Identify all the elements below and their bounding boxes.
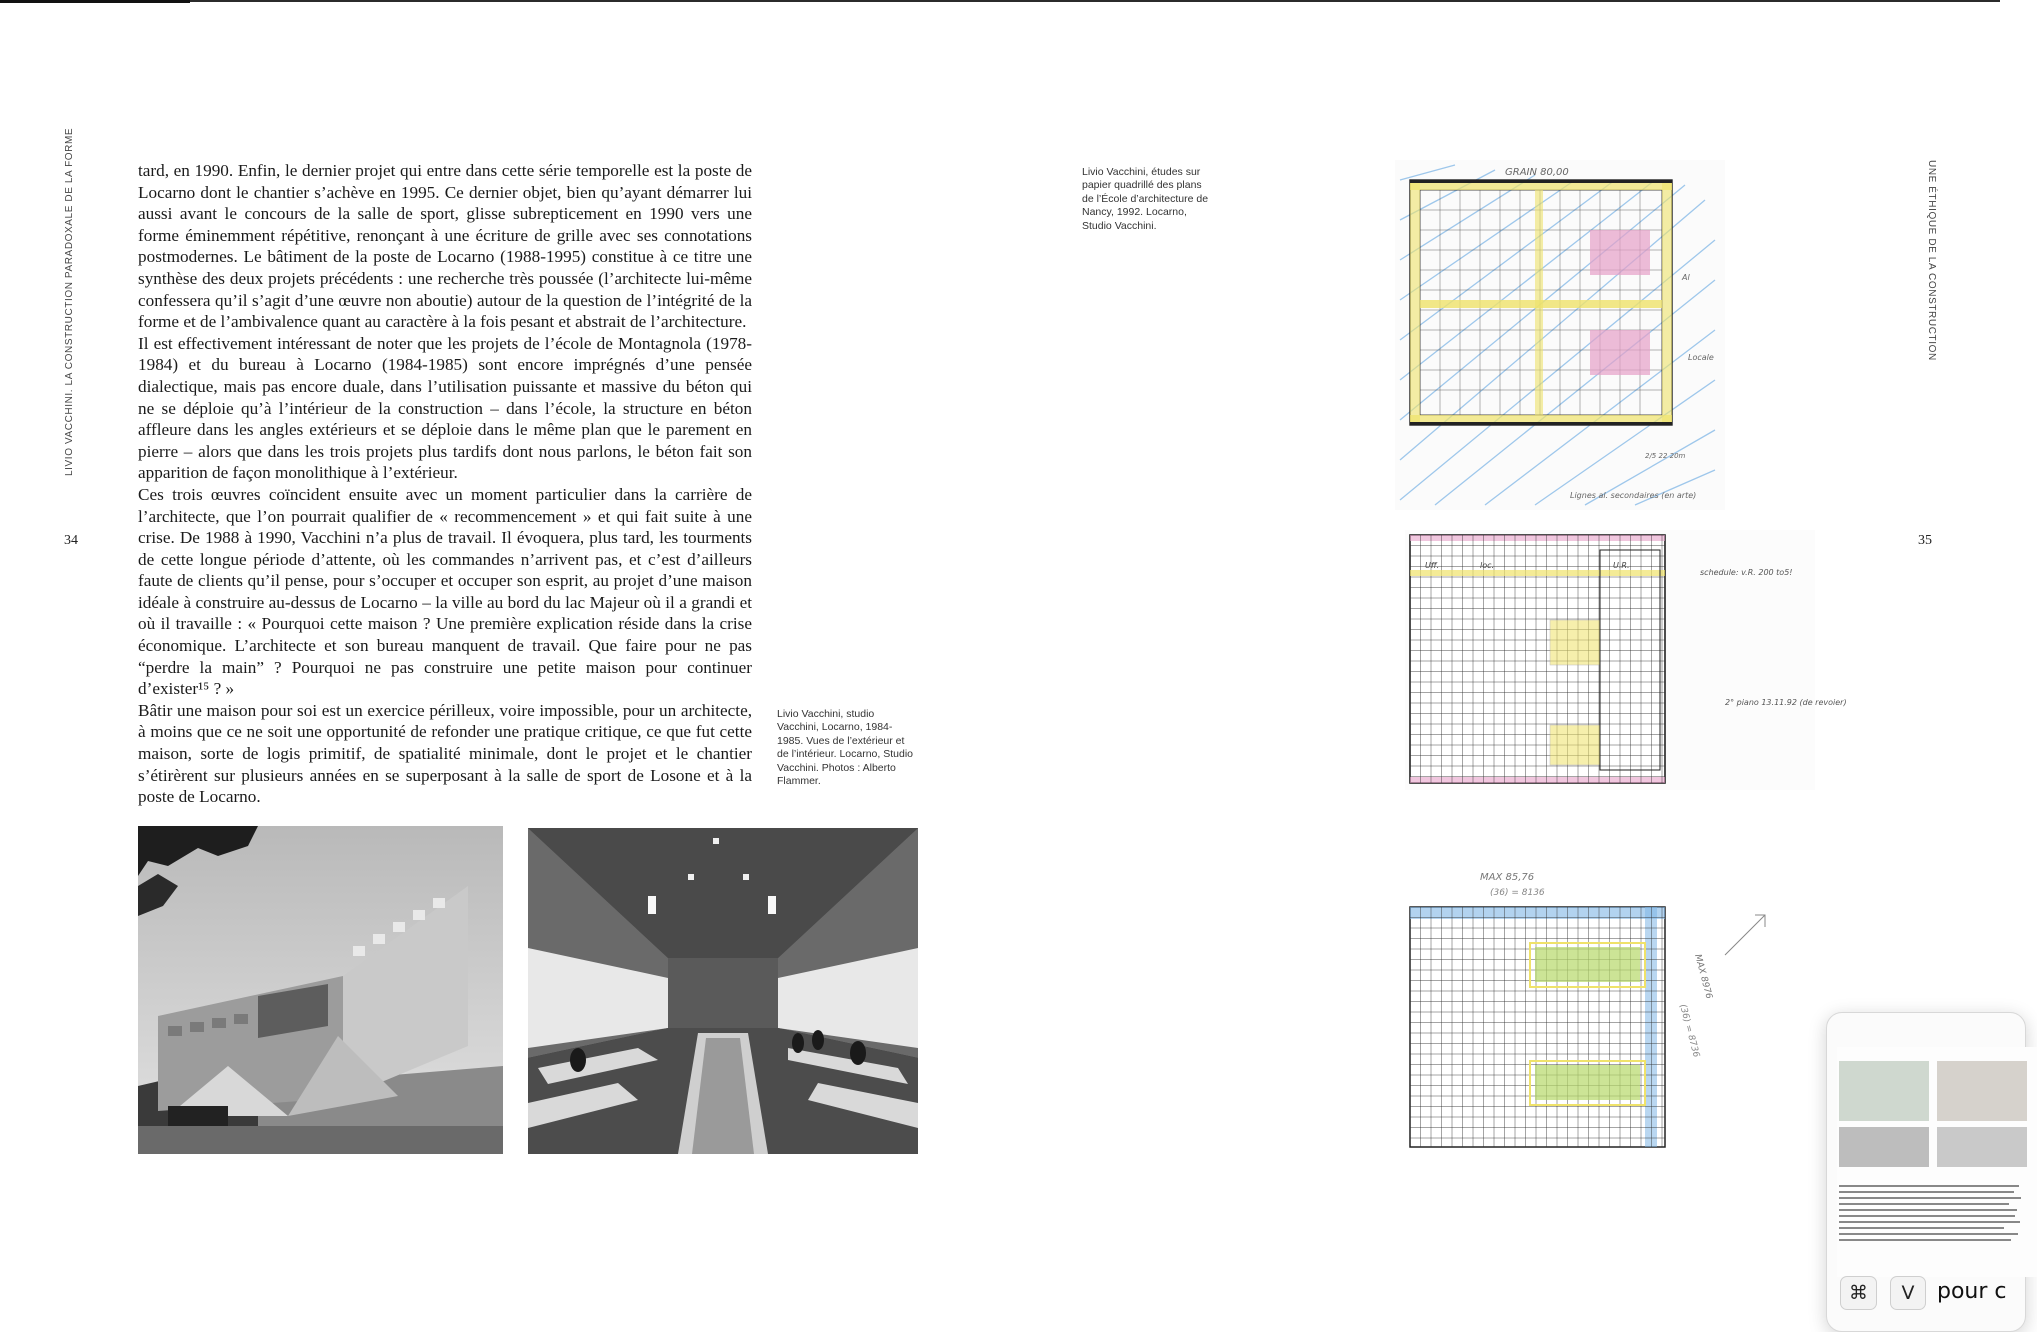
caption-photos: Livio Vacchini, studio Vacchini, Locarno, 1984- 1985. Vues de l’extérieur et de l’intérieur. Locarno, Studio Vacchini. Photos : Alberto Flammer. bbox=[777, 708, 914, 788]
sketch1-annotation-top: GRAIN 80,00 bbox=[1505, 167, 1569, 178]
v-key-cap: V bbox=[1890, 1276, 1926, 1310]
sketch2-cell-label: Uff. bbox=[1425, 561, 1440, 570]
interior-photo-image bbox=[528, 828, 918, 1154]
sketch-plan-grid-green bbox=[1405, 865, 1775, 1155]
sketch-plan-grid-yellow bbox=[1405, 530, 1847, 790]
page-number-left: 34 bbox=[64, 533, 78, 548]
sketch-plan-grid-yellow-drawing bbox=[1405, 530, 1847, 790]
sketch1-annotation-side2: Locale bbox=[1688, 353, 1714, 362]
sketch2-note: schedule: v.R. 200 to5! bbox=[1700, 568, 1793, 577]
sketch3-annotation-side: MAX 8976 bbox=[1692, 953, 1714, 1001]
sketch3-annotation-sub: (36) = 8136 bbox=[1490, 888, 1545, 898]
sketch-plan-colored-drawing bbox=[1395, 160, 1725, 510]
sketch3-annotation-side2: (36) = 8736 bbox=[1677, 1003, 1701, 1059]
body-paragraph: tard, en 1990. Enfin, le dernier projet qui entre dans cette série temporelle est la poste de Locarno dont le chantier s’achève en 1995. Ce dernier objet, bien qu’ayant démarrer lui aussi avant le concours de la salle de sport, glisse subrepticement en 1990 vers une forme éminemment répétitive, renonçant à une écriture de grille avec ses connotations postmodernes. Le bâtiment de la poste de Locarno (1988-1995) constitue à ce titre une synthèse des deux projets précédents : une recherche très poussée (l’architecte lui-même confessera qu’il s’agit d’une œuvre non aboutie) autour de la question de l’intégrité de la forme et de l’ambivalence quant au caractère à la fois pesant et abstrait de l’architecture. bbox=[138, 161, 752, 332]
body-paragraph: Ces trois œuvres coïncident ensuite avec un moment particulier dans la carrière de l’architecte, que l’on pourrait qualifier de « recommencement » et qui fait suite à une crise. De 1988 à 1990, Vacchini n’a plus de travail. Il évoquera, plus tard, les tourments de cette longue période d’attente, où les commandes n’arrivent pas, et c’est d’ailleurs faute de clients qu’il pense, pour s’occuper et occuper son esprit, au projet d’une maison idéale à construire au-dessus de Locarno – la ville au bord du lac Majeur où il a grandi et où il travaille : « Pourquoi cette maison ? Une première explication réside dans la crise économique. L’architecte et son bureau manquent de travail. Que faire pour ne pas “perdre la main” ? Pourquoi ne pas construire une petite maison pour continuer d’exister¹⁵ ? » bbox=[138, 484, 752, 699]
sketch2-cell-label: U.R. bbox=[1613, 561, 1630, 570]
sketch-plan-colored bbox=[1395, 160, 1725, 510]
page-number-right: 35 bbox=[1918, 533, 1932, 548]
command-key-icon: ⌘ bbox=[1840, 1276, 1877, 1310]
page-thumbnail-image bbox=[1837, 1047, 2037, 1277]
sketch2-note: 2° piano 13.11.92 (de revoier) bbox=[1725, 698, 1847, 707]
window-top-edge bbox=[0, 0, 2000, 2]
body-text-column bbox=[138, 160, 752, 808]
sketch3-annotation-top: MAX 85,76 bbox=[1480, 872, 1535, 883]
sketch2-cell-label: loc. bbox=[1480, 561, 1495, 570]
sketch1-annotation-dim: 2/5 22 20m bbox=[1645, 452, 1686, 460]
window-top-edge-accent bbox=[0, 0, 190, 3]
sketch1-annotation-bottom: Lignes al. secondaires (en arte) bbox=[1570, 491, 1697, 500]
photo-studio-exterior bbox=[138, 826, 503, 1154]
exterior-photo-image bbox=[138, 826, 503, 1154]
running-head-right: UNE ÉTHIQUE DE LA CONSTRUCTION bbox=[1926, 160, 1937, 361]
running-head-left: LIVIO VACCHINI. LA CONSTRUCTION PARADOXALE DE LA FORME bbox=[64, 127, 75, 476]
body-paragraph: Bâtir une maison pour soi est un exercice périlleux, voire impossible, pour un architecte, à moins que ce ne soit une opportunité de refonder une pratique critique, ce que fut cette maison, sorte de logis primitif, de spatialité minimale, dont le projet et le chantier s’étirèrent sur plusieurs années en se superposant à la salle de sport de Losone et à la poste de Locarno. bbox=[138, 700, 752, 807]
sketch1-annotation-side: Al bbox=[1682, 273, 1690, 282]
caption-sketches: Livio Vacchini, études sur papier quadrillé des plans de l’École d’architecture de Nancy, 1992. Locarno, Studio Vacchini. bbox=[1082, 166, 1209, 232]
body-paragraph: Il est effectivement intéressant de noter que les projets de l’école de Montagnola (1978-1984) et du bureau à Locarno (1984-1985) sont encore imprégnés d’une pensée dialectique, mais pas encore duale, dans l’utilisation puissante et massive du béton qui ne se déploie qu’à l’intérieur de la construction – dans l’école, la structure en béton affleure dans les angles extérieurs et se déploie dans le même plan que le parement en pierre – alors que dans les trois projets plus tardifs dont nous parlons, le béton fait son apparition de façon monolithique à l’extérieur. bbox=[138, 333, 752, 483]
paste-hint-text: pour c bbox=[1937, 1279, 2007, 1304]
photo-studio-interior bbox=[528, 828, 918, 1154]
sketch-plan-grid-green-drawing bbox=[1405, 865, 1775, 1155]
